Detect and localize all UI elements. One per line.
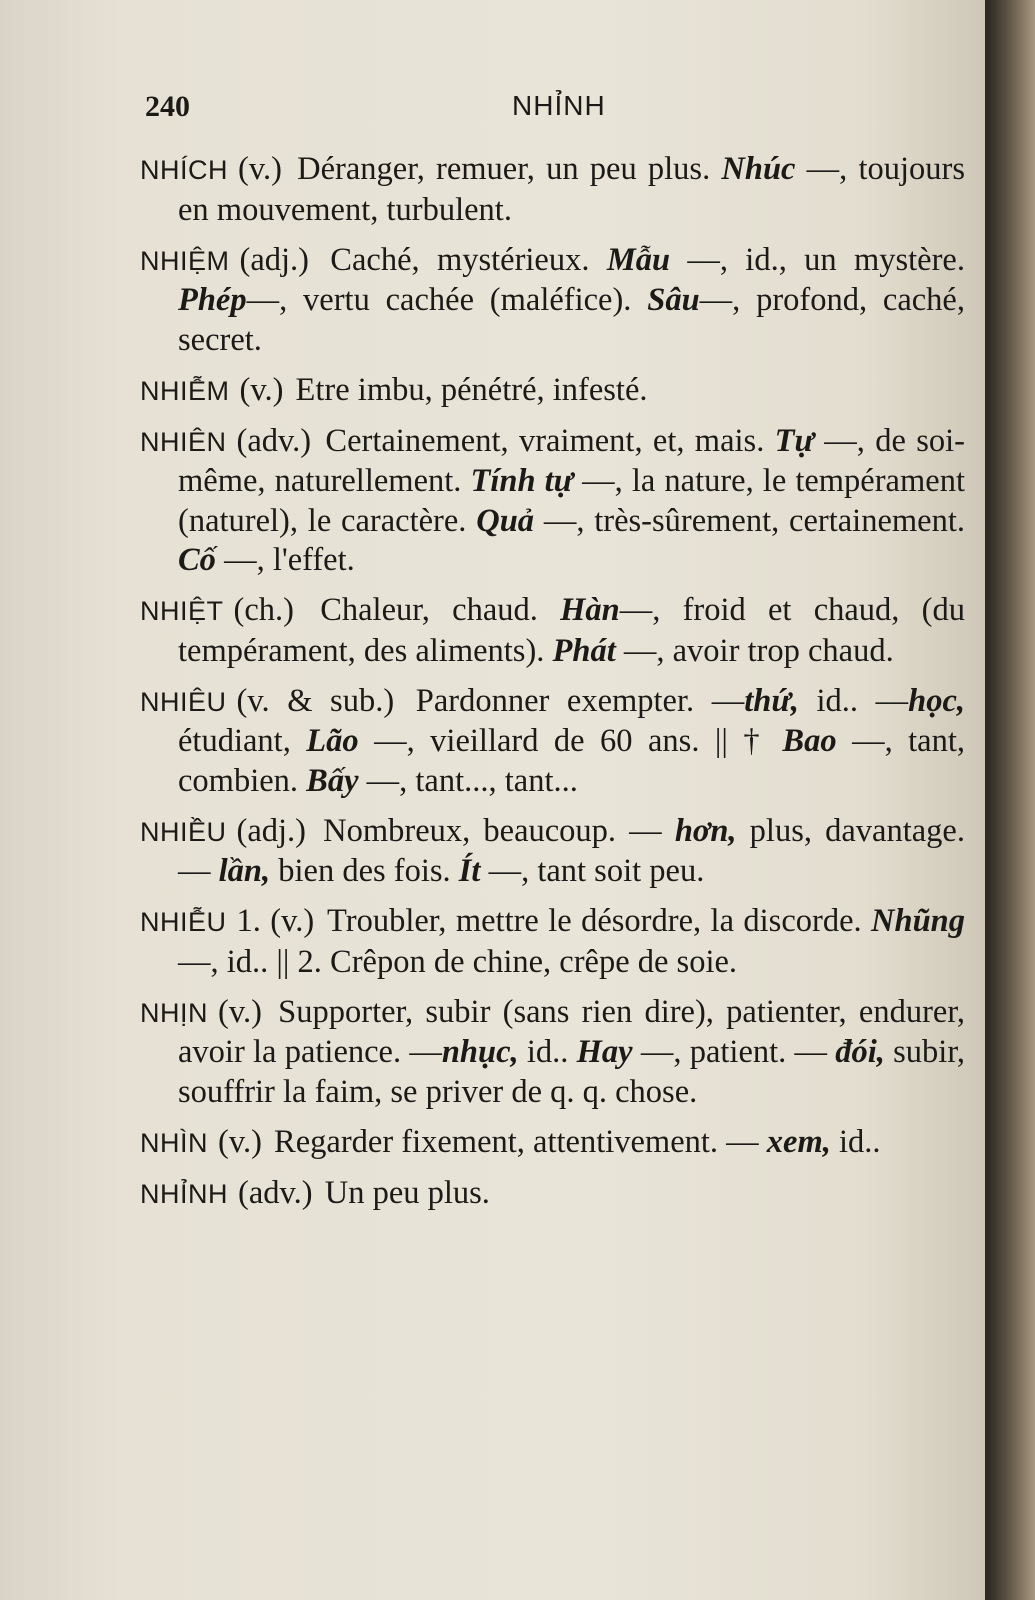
entry-headword: NHỈNH — [140, 1178, 228, 1209]
vietnamese-term: Nhũng — [871, 903, 965, 939]
entry-headword: NHIÊU — [140, 686, 227, 717]
dictionary-entry — [140, 993, 965, 1113]
vietnamese-term: Phép — [178, 282, 247, 318]
definition-text: bien des fois. — [270, 853, 459, 889]
entry-grammar: 1. (v.) — [236, 903, 315, 939]
dictionary-entry — [140, 150, 965, 230]
dictionary-entry — [140, 902, 965, 982]
definition-text: —, très-sûrement, certainement. — [534, 502, 965, 539]
entry-headword: NHIỀU — [140, 816, 227, 847]
entry-headword: NHÍCH — [140, 155, 228, 185]
vietnamese-term: Nhúc — [721, 151, 796, 187]
dictionary-entry — [140, 241, 965, 361]
definition-text: Certainement, vraiment, et, mais. — [315, 422, 775, 459]
definition-text: —, patient. — — [632, 1034, 836, 1070]
entry-headword: NHIỄU — [140, 907, 227, 937]
vietnamese-term: xem, — [766, 1123, 831, 1160]
entry-grammar: (v.) — [218, 1123, 262, 1160]
vietnamese-term: Tính tự — [470, 463, 574, 499]
vietnamese-term: Phát — [552, 632, 616, 669]
vietnamese-term: hơn, — [674, 812, 737, 849]
entry-grammar: (adv.) — [238, 1174, 313, 1211]
vietnamese-term: Sâu — [647, 282, 700, 318]
vietnamese-term: Lão — [306, 723, 359, 759]
definition-text: Etre imbu, pénétré, infesté. — [287, 371, 648, 408]
definition-text: Un peu plus. — [316, 1174, 490, 1211]
definition-text: —, la nature, le tempérament (naturel), le caractère. — [178, 463, 965, 539]
definition-text: Pardonner exempter. — — [398, 682, 745, 719]
entry-headword: NHIỆM — [140, 245, 230, 276]
definition-text: —, id., un mystère. — [670, 241, 965, 278]
definition-text: —, de soi-même, naturellement. — [178, 422, 965, 499]
vietnamese-term: đói, — [835, 1034, 885, 1070]
entry-headword: NHIỄM — [140, 375, 230, 406]
definition-text: Troubler, mettre le désordre, la discorde. — [318, 903, 872, 939]
definition-text: —, id.. || 2. Crêpon de chine, crêpe de soie. — [178, 943, 738, 980]
running-head: NHỈNH — [512, 90, 606, 121]
vietnamese-term: Quả — [476, 502, 535, 539]
definition-text: Déranger, remuer, un peu plus. — [285, 151, 722, 187]
entry-list — [140, 150, 965, 1225]
entry-grammar: (adj.) — [236, 812, 306, 849]
entry-headword: NHỊN — [140, 997, 208, 1028]
dictionary-entry — [140, 591, 965, 671]
definition-text: subir, souffrir la faim, se priver de q. q. chose. — [178, 1034, 965, 1110]
entry-grammar: (v. & sub.) — [236, 682, 395, 719]
dictionary-entry — [140, 1174, 965, 1215]
definition-text: —, tant, combien. — [178, 723, 966, 799]
entry-headword: NHÌN — [140, 1127, 208, 1158]
vietnamese-term: học, — [908, 682, 966, 719]
definition-text: id.. — [830, 1123, 881, 1160]
entry-grammar: (v.) — [218, 993, 262, 1030]
vietnamese-term: Hàn — [560, 592, 620, 628]
vietnamese-term: Cố — [178, 542, 216, 578]
definition-text: —, l'effet. — [215, 542, 355, 578]
vietnamese-term: Hay — [576, 1034, 633, 1070]
page-number: 240 — [145, 90, 190, 123]
vietnamese-term: lần, — [218, 853, 271, 889]
definition-text: Supporter, subir (sans rien dire), patienter, endurer, avoir la patience. — — [178, 993, 965, 1070]
definition-text: —, avoir trop chaud. — [615, 632, 894, 669]
entry-headword: NHIỆT — [140, 596, 224, 626]
vietnamese-term: Bao — [782, 723, 837, 759]
definition-text: plus, davantage. — — [178, 812, 965, 889]
entry-grammar: (v.) — [238, 151, 282, 187]
definition-text: id.. — — [798, 682, 909, 719]
definition-text: Nombreux, beaucoup. — — [310, 812, 675, 849]
entry-grammar: (ch.) — [233, 592, 294, 628]
vietnamese-term: thứ, — [744, 682, 799, 719]
definition-text: —, froid et chaud, (du tempérament, des aliments). — [178, 592, 965, 669]
dictionary-entry — [140, 682, 965, 802]
book-edge — [985, 0, 1035, 1600]
definition-text: —, vertu cachée (maléfice). — [246, 282, 648, 318]
entry-grammar: (v.) — [239, 371, 284, 408]
vietnamese-term: Mẫu — [606, 241, 671, 278]
definition-text: id.. — [518, 1034, 577, 1070]
page-header — [0, 90, 985, 130]
definition-text: —, toujours en mouvement, turbulent. — [178, 151, 966, 228]
definition-text: —, profond, caché, secret. — [178, 282, 965, 358]
definition-text: —, vieillard de 60 ans. || † — [358, 723, 783, 759]
definition-text: Regarder fixement, attentivement. — — [265, 1123, 767, 1160]
vietnamese-term: Ít — [458, 853, 481, 889]
entry-headword: NHIÊN — [140, 426, 227, 457]
definition-text: étudiant, — [178, 723, 307, 759]
vietnamese-term: Tự — [774, 422, 814, 459]
dictionary-entry — [140, 1123, 965, 1164]
dictionary-entry — [140, 422, 965, 581]
dictionary-entry — [140, 812, 965, 892]
definition-text: —, tant..., tant... — [358, 762, 578, 799]
entry-grammar: (adj.) — [239, 241, 309, 278]
definition-text: Chaleur, chaud. — [297, 592, 561, 628]
entry-grammar: (adv.) — [236, 422, 312, 459]
definition-text: Caché, mystérieux. — [312, 241, 607, 278]
dictionary-entry — [140, 371, 965, 412]
definition-text: —, tant soit peu. — [480, 853, 705, 889]
vietnamese-term: Bấy — [306, 762, 359, 799]
vietnamese-term: nhục, — [441, 1034, 519, 1070]
